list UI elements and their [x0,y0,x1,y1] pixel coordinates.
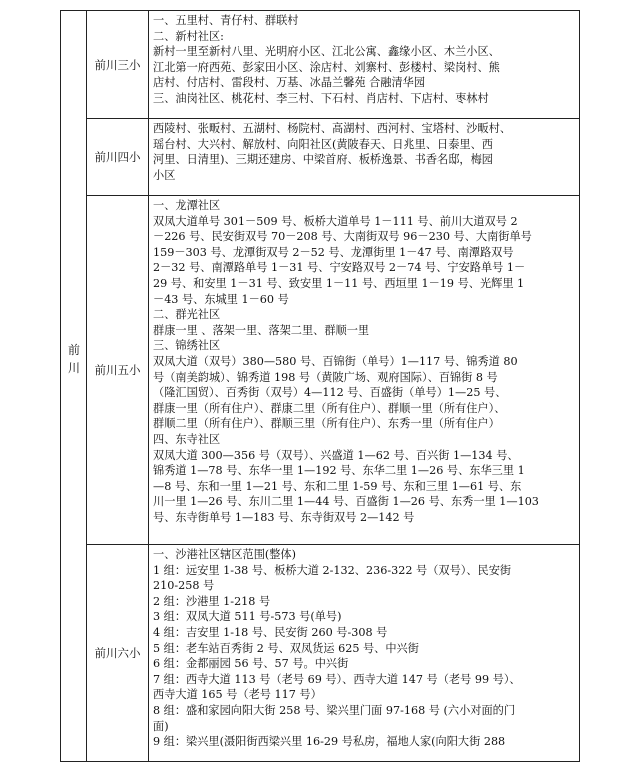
area-line: 川一里 1—26 号、东川二里 1—44 号、百盛街 1—26 号、东秀一里 1—103 [153,495,539,509]
table-row [87,196,579,545]
area-line: 瑶台村、大兴村、解放村、向阳社区(黄陂春天、日兆里、日泰里、西 [153,137,493,151]
area-line: 群康一里 、落架一里、落架二里、群顺一里 [153,323,370,337]
area-line: 1 组：远安里 1-38 号、板桥大道 2-132、236-322 号（双号）、民安街 [153,563,512,577]
district-char-1: 前 [67,343,80,357]
area-line: 210-258 号 [153,579,215,593]
school-name: 前川四小 [87,119,149,195]
area-line: 店村、付店村、雷段村、万基、冰晶兰馨苑 合融清华园 [153,76,426,90]
table-row [87,11,579,119]
area-line: （隆汇国贸）、百秀街（双号）4—112 号、百盛街（单号）1—25 号、 [153,386,507,400]
area-line: 一、五里村、青仔村、群联村 [153,14,299,27]
area-line: 锦秀道 1—78 号、东华一里 1—192 号、东华二里 1—26 号、东华三里 1 [153,464,525,478]
area-line: 三、油岗社区、桃花村、李三村、下石村、肖店村、下店村、枣林村 [153,91,489,105]
school-name: 前川六小 [87,545,149,761]
school-name: 前川五小 [87,196,149,544]
area-line: —8 号、东和一里 1—21 号、东和二里 1-59 号、东和三里 1—61 号、东 [153,479,522,493]
area-line: 新村一里至新村八里、光明府小区、江北公寓、鑫缘小区、木兰小区、 [153,45,500,59]
area-list [153,13,575,107]
area-line: 9 组：梁兴里(滠阳街西梁兴里 16-29 号私房，福地人家(向阳大街 288 [153,735,506,749]
area-line: 5 组：老车站百秀街 2 号、双凤货运 625 号、中兴街 [153,641,419,655]
area-line: 群康一里（所有住户）、群康二里（所有住户）、群顺一里（所有住户）、 [153,401,506,415]
area-line: 双凤大道（双号）380—580 号、百锦街（单号）1—117 号、锦秀道 80 [153,354,518,368]
school-name: 前川三小 [87,11,149,118]
area-line: 8 组：盛和家园向阳大街 258 号、梁兴里门面 97-168 号 (六小对面的门 [153,703,516,717]
area-line: 群顺二里（所有住户）、群顺三里（所有住户）、东秀一里（所有住户） [153,417,500,431]
area-line: 面) [153,719,169,733]
area-line: 三、锦绣社区 [153,339,221,353]
area-line: 四、东寺社区 [153,432,221,446]
district-char-2: 川 [67,361,80,375]
table-row [87,119,579,196]
area-line: 3 组：双凤大道 511 号-573 号(单号) [153,610,342,624]
area-line: 号（南美韵城）、锦秀道 198 号（黄陂广场、观府国际）、百锦街 8 号 [153,370,498,384]
area-list [153,198,575,525]
area-line: 河里、日清里)、三期还建房、中梁首府、板桥逸景、书香名邸，梅园 [153,153,493,167]
area-line: 江北第一府西苑、彭家田小区、涂店村、刘寨村、彭楼村、梁岗村、熊 [153,60,500,74]
area-line: 小区 [153,168,176,182]
area-line: 7 组：西寺大道 113 号（老号 69 号）、西寺大道 147 号（老号 99 号）、 [153,672,521,686]
area-line: 号、东寺街单号 1—183 号、东寺街双号 2—142 号 [153,510,415,524]
area-line: 2 组：沙港里 1-218 号 [153,594,271,608]
area-line: 29 号、和安里 1－31 号、致安里 1－11 号、西垣里 1－19 号、光辉里 1 [153,276,525,290]
district-column [61,11,87,761]
area-line: 2－32 号、南潭路单号 1－31 号、宁安路双号 2－74 号、宁安路单号 1－ [153,261,526,275]
area-line: 一、沙港社区辖区范围(整体) [153,548,296,561]
area-line: 二、新村社区: [153,29,224,43]
area-line: －43 号、东城里 1－60 号 [153,292,289,306]
area-line: 双凤大道单号 301－509 号、板桥大道单号 1－111 号、前川大道双号 2 [153,214,518,228]
district-label [61,341,87,377]
area-list [153,121,575,183]
school-district-table [60,10,580,762]
area-line: －226 号、民安街双号 70－208 号、大南街双号 96－230 号、大南街单号 [153,230,532,244]
table-row [87,545,579,761]
area-list [153,547,575,750]
area-line: 6 组：金都丽园 56 号、57 号。中兴街 [153,657,349,671]
area-line: 二、群光社区 [153,308,221,322]
area-line: 西陵村、张畈村、五湖村、杨院村、高湖村、西河村、宝塔村、沙畈村、 [153,122,512,135]
area-line: 159－303 号、龙潭街双号 2－52 号、龙潭街里 1－47 号、南潭路双号 [153,245,514,259]
area-line: 西寺大道 165 号（老号 117 号） [153,688,322,702]
area-line: 双凤大道 300—356 号（双号）、兴盛道 1—62 号、百兴街 1—134 号、 [153,448,519,462]
area-line: 一、龙潭社区 [153,199,221,212]
area-line: 4 组：吉安里 1-18 号、民安街 260 号-308 号 [153,625,388,639]
